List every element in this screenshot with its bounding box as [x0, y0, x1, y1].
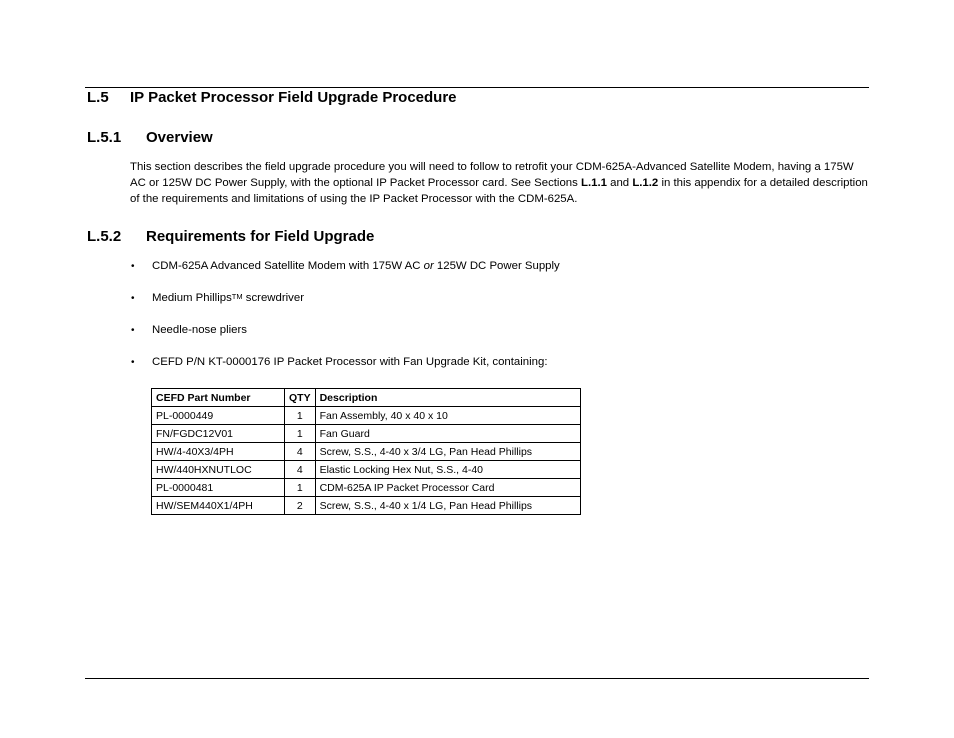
- overview-heading: [87, 129, 213, 146]
- part-number-cell: PL-0000449: [152, 407, 285, 425]
- bullet-icon: •: [131, 357, 135, 368]
- table-row: [152, 425, 581, 443]
- overview-text-2: and: [606, 177, 633, 189]
- table-row: [152, 461, 581, 479]
- list-item: [131, 324, 247, 336]
- bullet-icon: •: [131, 261, 135, 272]
- section-ref-l12: L.1.2: [632, 177, 659, 189]
- part-number-cell: FN/FGDC12V01: [152, 425, 285, 443]
- qty-cell: 2: [285, 497, 316, 515]
- item-text: Needle-nose pliers: [152, 324, 247, 336]
- description-cell: Fan Guard: [315, 425, 580, 443]
- description-cell: Screw, S.S., 4-40 x 3/4 LG, Pan Head Phillips: [315, 443, 580, 461]
- overview-title: Overview: [146, 129, 213, 146]
- table-row: [152, 407, 581, 425]
- requirements-heading: [87, 228, 374, 245]
- section-heading: [87, 89, 457, 106]
- section-number: L.5: [87, 89, 109, 106]
- description-cell: Fan Assembly, 40 x 40 x 10: [315, 407, 580, 425]
- overview-text-3: in this appendix for a detailed description of the requirements and limitations of using the IP Packet Processor with the CDM-625A.: [130, 177, 868, 205]
- item-text: screwdriver: [242, 292, 305, 304]
- qty-cell: 1: [285, 407, 316, 425]
- table-row: [152, 479, 581, 497]
- table-header-row: [152, 389, 581, 407]
- bullet-icon: •: [131, 325, 135, 336]
- item-text: Medium Phillips: [152, 292, 232, 304]
- column-header-qty: QTY: [285, 389, 316, 407]
- list-item: [131, 260, 560, 272]
- part-number-cell: HW/440HXNUTLOC: [152, 461, 285, 479]
- item-text-italic: or: [423, 260, 434, 272]
- header-rule: [85, 87, 869, 88]
- column-header-description: Description: [315, 389, 580, 407]
- bullet-icon: •: [131, 293, 135, 304]
- qty-cell: 4: [285, 443, 316, 461]
- part-number-cell: PL-0000481: [152, 479, 285, 497]
- table-row: [152, 497, 581, 515]
- qty-cell: 1: [285, 425, 316, 443]
- table-row: [152, 443, 581, 461]
- qty-cell: 1: [285, 479, 316, 497]
- section-title: IP Packet Processor Field Upgrade Procedure: [130, 89, 457, 106]
- description-cell: Elastic Locking Hex Nut, S.S., 4-40: [315, 461, 580, 479]
- item-text: CDM-625A Advanced Satellite Modem with 175W AC: [152, 260, 424, 272]
- item-text: 125W DC Power Supply: [433, 260, 560, 272]
- item-text: CEFD P/N KT-0000176 IP Packet Processor with Fan Upgrade Kit, containing:: [152, 356, 548, 368]
- column-header-part-number: CEFD Part Number: [152, 389, 285, 407]
- footer-rule: [85, 678, 869, 679]
- description-cell: CDM-625A IP Packet Processor Card: [315, 479, 580, 497]
- parts-table: [151, 388, 581, 515]
- part-number-cell: HW/SEM440X1/4PH: [152, 497, 285, 515]
- overview-paragraph: [130, 159, 870, 207]
- requirements-title: Requirements for Field Upgrade: [146, 228, 375, 245]
- description-cell: Screw, S.S., 4-40 x 1/4 LG, Pan Head Phillips: [315, 497, 580, 515]
- list-item: [131, 356, 548, 368]
- trademark-mark: TM: [231, 292, 243, 301]
- overview-text-1: This section describes the field upgrade procedure you will need to follow to retrofit your CDM-625A-Advanced Satellite Modem, having a 175W AC or 125W DC Power Supply, with the optional IP Packet Processor card. See Sections: [130, 161, 854, 189]
- section-ref-l11: L.1.1: [581, 177, 607, 189]
- list-item: [131, 292, 304, 304]
- part-number-cell: HW/4-40X3/4PH: [152, 443, 285, 461]
- qty-cell: 4: [285, 461, 316, 479]
- requirements-number: L.5.2: [87, 228, 122, 245]
- overview-number: L.5.1: [87, 129, 122, 146]
